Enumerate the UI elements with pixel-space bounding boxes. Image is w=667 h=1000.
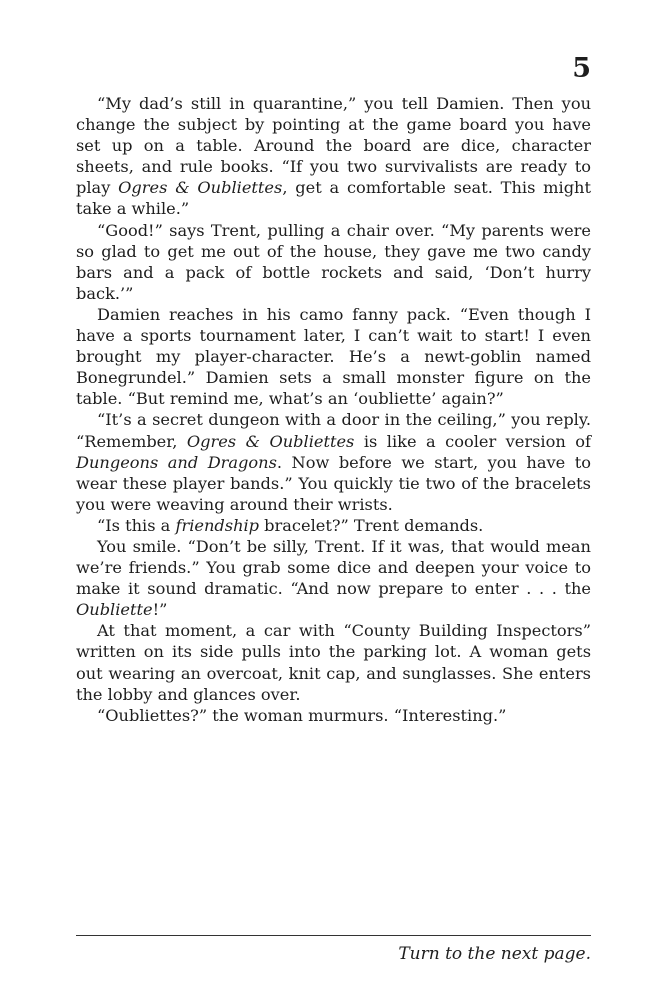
italic-text: Ogres & Oubliettes — [118, 178, 283, 198]
italic-text: Oubliette — [76, 600, 153, 620]
paragraph: “Is this a friendship bracelet?” Trent demands. — [97, 515, 484, 535]
paragraph: “It’s a secret dungeon with a door in the ceiling,” you reply. “Remember, Ogres & Oubliettes is like a cooler version of Dungeons and Dragons. Now before we start, you have to wear these player bands.” You quickly tie two of the bracelets you were weaving around their wrists. — [76, 410, 591, 514]
paragraph: “Good!” says Trent, pulling a chair over. “My parents were so glad to get me out of the house, they gave me two candy bars and a pack of bottle rockets and said, ‘Don’t hurry back.’” — [76, 220, 591, 303]
paragraph: At that moment, a car with “County Building Inspectors” written on its side pulls into the parking lot. A woman gets out wearing an overcoat, knit cap, and sunglasses. She enters the lobby and glances over. — [76, 621, 591, 704]
footer-next-page-prompt: Turn to the next page. — [398, 944, 591, 964]
italic-text: Dungeons and Dragons — [76, 452, 277, 472]
paragraph: Damien reaches in his camo fanny pack. “Even though I have a sports tournament later, I can’t wait to start! I even brought my player-character. He’s a newt-goblin named Bonegrundel.” Damien sets a small monster figure on the table. “But remind me, what’s an ‘oubliette’ again?” — [76, 304, 591, 409]
paragraph: “Oubliettes?” the woman murmurs. “Interesting.” — [97, 705, 507, 725]
italic-text: Ogres & Oubliettes — [186, 431, 355, 451]
page-number: 5 — [572, 53, 591, 84]
italic-text: friendship — [175, 515, 260, 535]
body-text — [76, 93, 591, 726]
paragraph: “My dad’s still in quarantine,” you tell Damien. Then you change the subject by pointing at the game board you have set up on a table. Around the board are dice, character sheets, and rule books. “If you two survivalists are ready to play Ogres & Oubliettes, get a comfortable seat. This might take a while.” — [76, 94, 591, 219]
paragraph: You smile. “Don’t be silly, Trent. If it was, that would mean we’re friends.” You grab some dice and deepen your voice to make it sound dramatic. “And now prepare to enter . . . the Oubliette!” — [76, 536, 591, 620]
footer-divider — [76, 935, 591, 936]
